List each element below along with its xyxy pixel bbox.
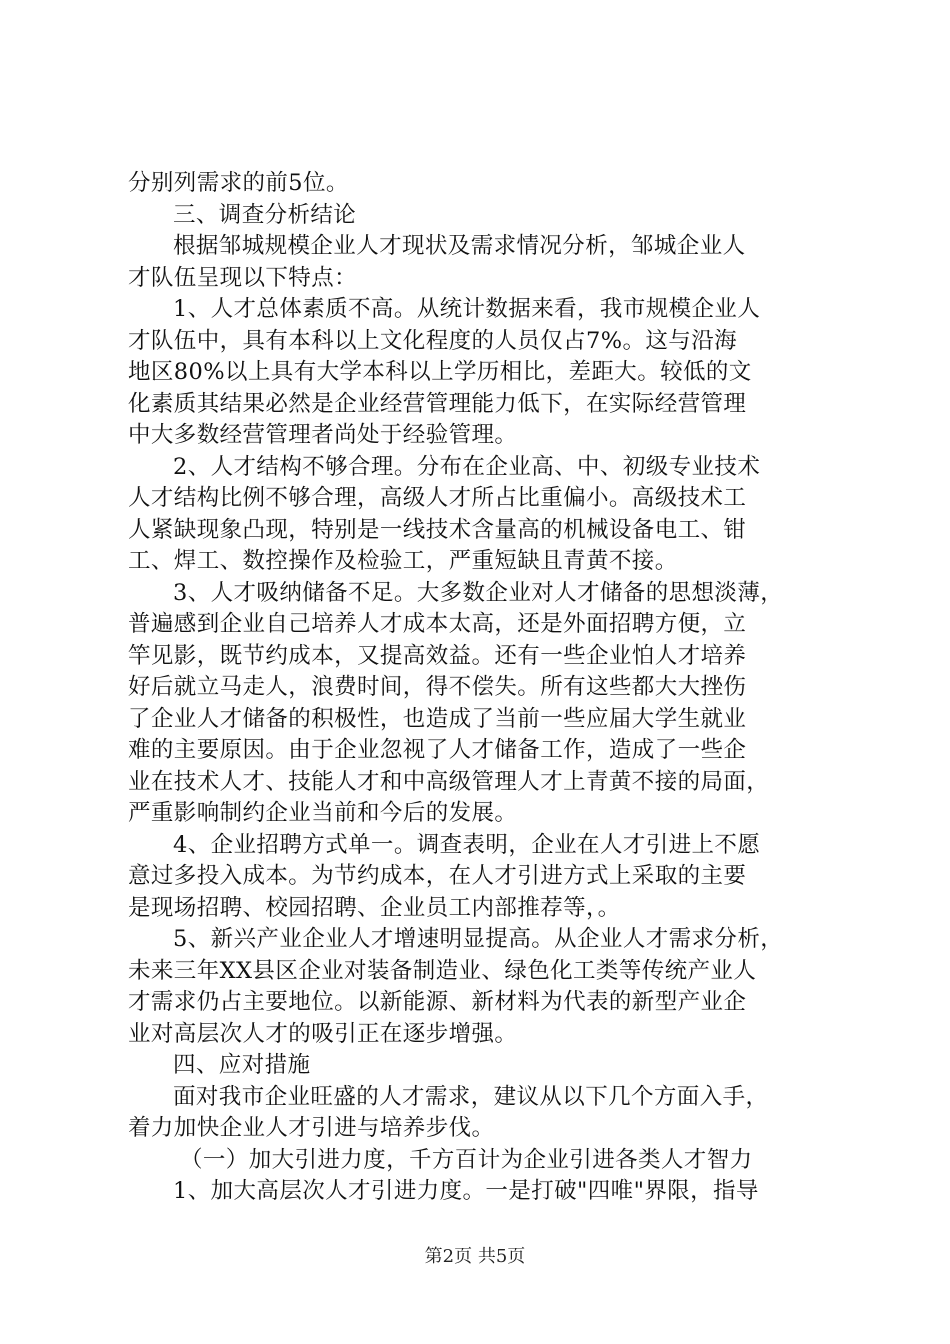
text-line: 意过多投入成本。为节约成本，在人才引进方式上采取的主要 — [128, 863, 747, 889]
text-line: 地区80%以上具有大学本科以上学历相比，差距大。较低的文 — [128, 359, 752, 385]
text-line: 人才结构比例不够合理，高级人才所占比重偏小。高级技术工 — [128, 485, 747, 511]
text-line: 严重影响制约企业当前和今后的发展。 — [128, 800, 518, 826]
text-line: 着力加快企业人才引进与培养步伐。 — [128, 1115, 495, 1141]
text-line: 才队伍呈现以下特点： — [128, 264, 358, 291]
text-line: 普遍感到企业自己培养人才成本太高，还是外面招聘方便，立 — [128, 611, 747, 637]
text-line: 业在技术人才、技能人才和中高级管理人才上青黄不接的局面， — [128, 768, 770, 795]
text-line: 才需求仍占主要地位。以新能源、新材料为代表的新型产业企 — [128, 989, 747, 1015]
text-line: 中大多数经营管理者尚处于经验管理。 — [128, 422, 518, 448]
text-line: 5、新兴产业企业人才增速明显提高。从企业人才需求分析， — [173, 926, 784, 952]
text-line: 了企业人才储备的积极性，也造成了当前一些应届大学生就业 — [128, 705, 747, 732]
section-heading: 三、调查分析结论 — [173, 201, 357, 228]
subsection-heading: （一）加大引进力度，千方百计为企业引进各类人才智力 — [180, 1146, 753, 1173]
document-body — [128, 168, 832, 1208]
text-line: 难的主要原因。由于企业忽视了人才储备工作，造成了一些企 — [128, 737, 747, 763]
text-line: 是现场招聘、校园招聘、企业员工内部推荐等，。 — [128, 894, 621, 921]
page-footer: 第2页 共5页 — [424, 1246, 526, 1267]
text-line: 4、企业招聘方式单一。调查表明，企业在人才引进上不愿 — [173, 831, 761, 858]
text-line: 竿见影，既节约成本，又提高效益。还有一些企业怕人才培养 — [128, 642, 747, 669]
text-line: 1、人才总体素质不高。从统计数据来看，我市规模企业人 — [173, 296, 761, 322]
text-line: 2、人才结构不够合理。分布在企业高、中、初级专业技术 — [173, 453, 761, 480]
text-line: 分别列需求的前5位。 — [128, 170, 349, 196]
text-line: 人紧缺现象凸现，特别是一线技术含量高的机械设备电工、钳 — [128, 516, 747, 543]
text-line: 才队伍中，具有本科以上文化程度的人员仅占7%。这与沿海 — [128, 327, 737, 354]
text-line: 业对高层次人才的吸引正在逐步增强。 — [128, 1020, 518, 1047]
text-line: 3、人才吸纳储备不足。大多数企业对人才储备的思想淡薄， — [173, 579, 784, 606]
text-line: 工、焊工、数控操作及检验工，严重短缺且青黄不接。 — [128, 548, 678, 574]
text-line: 未来三年XX县区企业对装备制造业、绿色化工类等传统产业人 — [128, 957, 757, 984]
text-line: 化素质其结果必然是企业经营管理能力低下，在实际经营管理 — [128, 390, 747, 417]
text-line: 面对我市企业旺盛的人才需求，建议从以下几个方面入手， — [173, 1083, 769, 1110]
text-line: 好后就立马走人，浪费时间，得不偿失。所有这些都大大挫伤 — [128, 674, 747, 700]
text-line: 1、加大高层次人才引进力度。一是打破"四唯"界限，指导 — [173, 1178, 759, 1204]
section-heading: 四、应对措施 — [173, 1052, 311, 1078]
text-line: 根据邹城规模企业人才现状及需求情况分析，邹城企业人 — [173, 233, 746, 259]
